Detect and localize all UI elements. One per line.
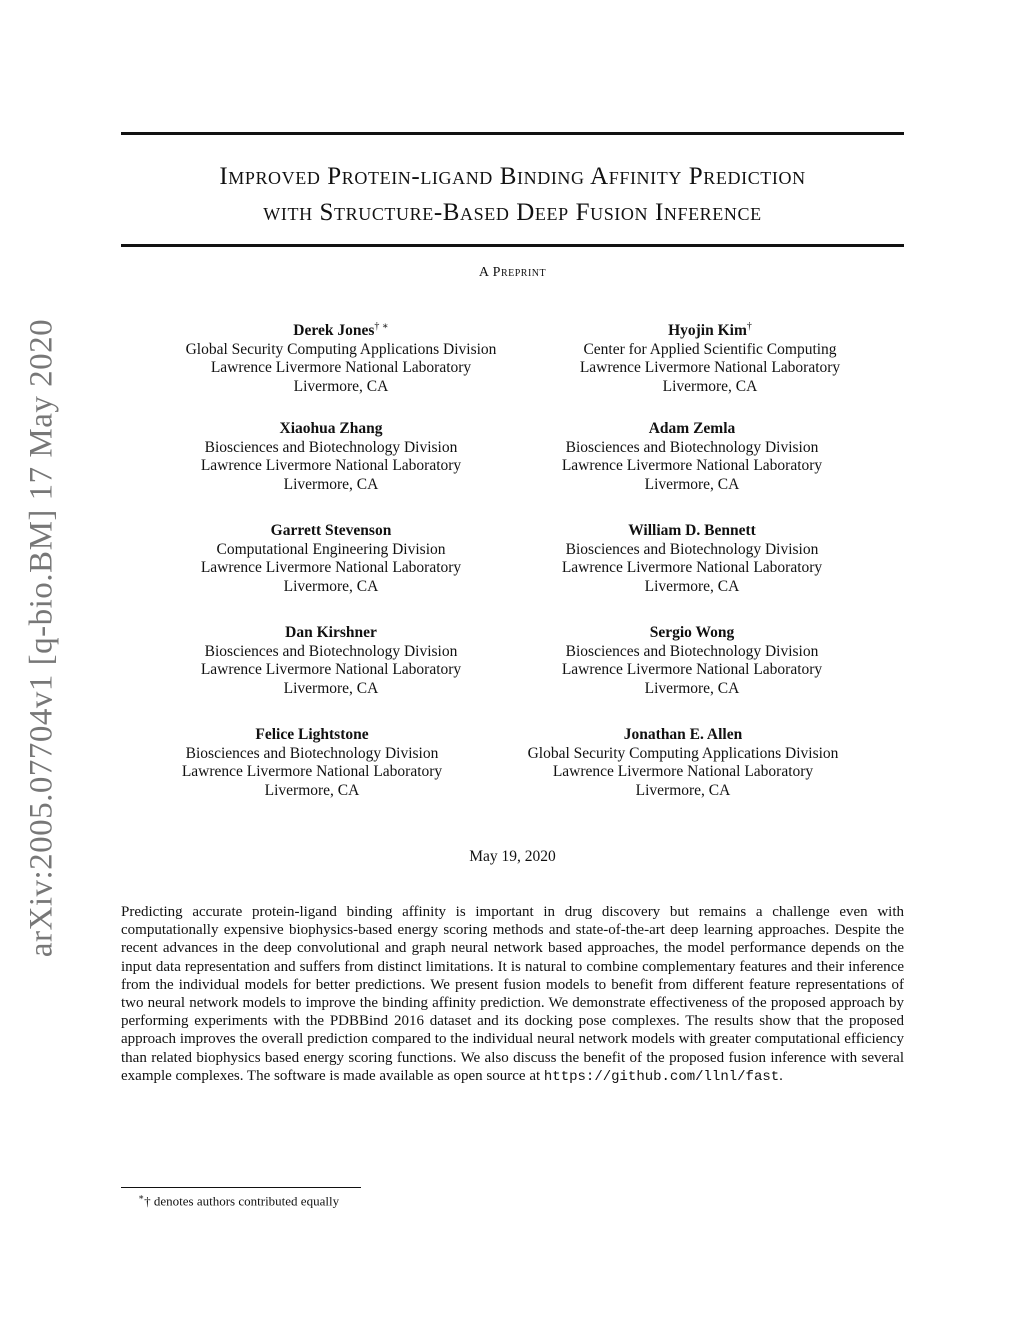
author-division: Biosciences and Biotechnology Division bbox=[204, 438, 458, 456]
author-location: Livermore, CA bbox=[283, 577, 379, 595]
paper-title-line-1: Improved Protein-ligand Binding Affinity Prediction bbox=[219, 163, 806, 190]
author-lab: Lawrence Livermore National Laboratory bbox=[200, 661, 462, 678]
abstract-end: . bbox=[779, 1067, 783, 1084]
author-block bbox=[131, 318, 551, 396]
title-rule-bottom bbox=[121, 244, 904, 247]
author-division: Computational Engineering Division bbox=[216, 540, 446, 558]
author-division: Global Security Computing Applications Division bbox=[185, 340, 497, 358]
author-division: Global Security Computing Applications Division bbox=[527, 744, 839, 762]
author-block bbox=[121, 522, 541, 596]
author-location: Livermore, CA bbox=[644, 475, 740, 493]
author-lab: Lawrence Livermore National Laboratory bbox=[210, 359, 472, 377]
author-name: Derek Jones bbox=[293, 322, 375, 340]
arxiv-identifier: arXiv:2005.07704v1 [q-bio.BM] 17 May 2020 bbox=[23, 318, 60, 958]
publication-date: May 19, 2020 bbox=[469, 848, 556, 865]
footnote-mark: ∗ bbox=[138, 1192, 145, 1202]
author-block bbox=[473, 726, 893, 800]
author-division: Biosciences and Biotechnology Division bbox=[185, 744, 439, 762]
author-mark: † bbox=[746, 321, 752, 332]
author-location: Livermore, CA bbox=[662, 377, 758, 395]
author-lab: Lawrence Livermore National Laboratory bbox=[200, 559, 462, 576]
author-name: Garrett Stevenson bbox=[270, 522, 392, 539]
author-location: Livermore, CA bbox=[644, 577, 740, 595]
author-name: Sergio Wong bbox=[649, 624, 735, 641]
footnote-text: † denotes authors contributed equally bbox=[144, 1193, 340, 1209]
author-block bbox=[102, 726, 522, 800]
author-location: Livermore, CA bbox=[264, 781, 360, 799]
footnote-rule bbox=[121, 1187, 361, 1188]
author-lab: Lawrence Livermore National Laboratory bbox=[181, 763, 443, 780]
author-mark: † ∗ bbox=[374, 321, 389, 332]
author-lab: Lawrence Livermore National Laboratory bbox=[561, 457, 823, 474]
author-lab: Lawrence Livermore National Laboratory bbox=[579, 359, 841, 377]
author-name: Xiaohua Zhang bbox=[279, 420, 383, 437]
author-division: Biosciences and Biotechnology Division bbox=[565, 438, 819, 456]
author-block bbox=[121, 624, 541, 698]
author-lab: Lawrence Livermore National Laboratory bbox=[552, 763, 814, 780]
author-name: Dan Kirshner bbox=[285, 624, 377, 641]
abstract bbox=[121, 903, 904, 1086]
author-block bbox=[121, 420, 541, 494]
author-division: Center for Applied Scientific Computing bbox=[583, 340, 837, 358]
author-location: Livermore, CA bbox=[635, 781, 731, 799]
author-block bbox=[482, 420, 902, 494]
software-link[interactable]: https://github.com/llnl/fast bbox=[543, 1068, 780, 1085]
author-location: Livermore, CA bbox=[293, 377, 389, 395]
author-name: Hyojin Kim bbox=[668, 322, 747, 340]
author-lab: Lawrence Livermore National Laboratory bbox=[561, 661, 823, 678]
author-lab: Lawrence Livermore National Laboratory bbox=[200, 457, 462, 474]
author-lab: Lawrence Livermore National Laboratory bbox=[561, 559, 823, 576]
footnote bbox=[138, 1192, 339, 1209]
author-block bbox=[482, 624, 902, 698]
author-name: William D. Bennett bbox=[628, 522, 756, 539]
author-block bbox=[500, 318, 920, 396]
author-location: Livermore, CA bbox=[644, 679, 740, 697]
author-division: Biosciences and Biotechnology Division bbox=[565, 642, 819, 660]
title-rule-top bbox=[121, 132, 904, 135]
author-division: Biosciences and Biotechnology Division bbox=[565, 540, 819, 558]
preprint-label: A Preprint bbox=[478, 265, 547, 280]
author-block bbox=[482, 522, 902, 596]
author-location: Livermore, CA bbox=[283, 475, 379, 493]
author-name: Felice Lightstone bbox=[255, 726, 369, 743]
paper-title-line-2: with Structure-Based Deep Fusion Inference bbox=[263, 199, 762, 226]
author-location: Livermore, CA bbox=[283, 679, 379, 697]
author-name: Adam Zemla bbox=[648, 420, 736, 437]
author-name: Jonathan E. Allen bbox=[623, 726, 743, 743]
author-division: Biosciences and Biotechnology Division bbox=[204, 642, 458, 660]
abstract-text: Predicting accurate protein-ligand binding affinity is important in drug discovery but remains a challenge even with computationally expensive biophysics-based energy scoring methods and state-of-the-art deep learning approaches. Despite the recent advances in the deep convolutional and graph neural network based approaches, the model performance depends on the input data representation and suffers from distinct limitations. It is natural to combine complementary features and their inference from the individual models for better predictions. We present fusion models to benefit from different feature representations of two neural network models to improve the binding affinity prediction. We demonstrate effectiveness of the proposed approach by performing experiments with the PDBBind 2016 dataset and its docking pose complexes. The results show that the proposed approach improves the overall prediction compared to the individual neural network models with greater computational efficiency than related biophysics based energy scoring functions. We also discuss the benefit of the proposed fusion inference with several example complexes. The software is made available as open source at bbox=[121, 904, 904, 1084]
